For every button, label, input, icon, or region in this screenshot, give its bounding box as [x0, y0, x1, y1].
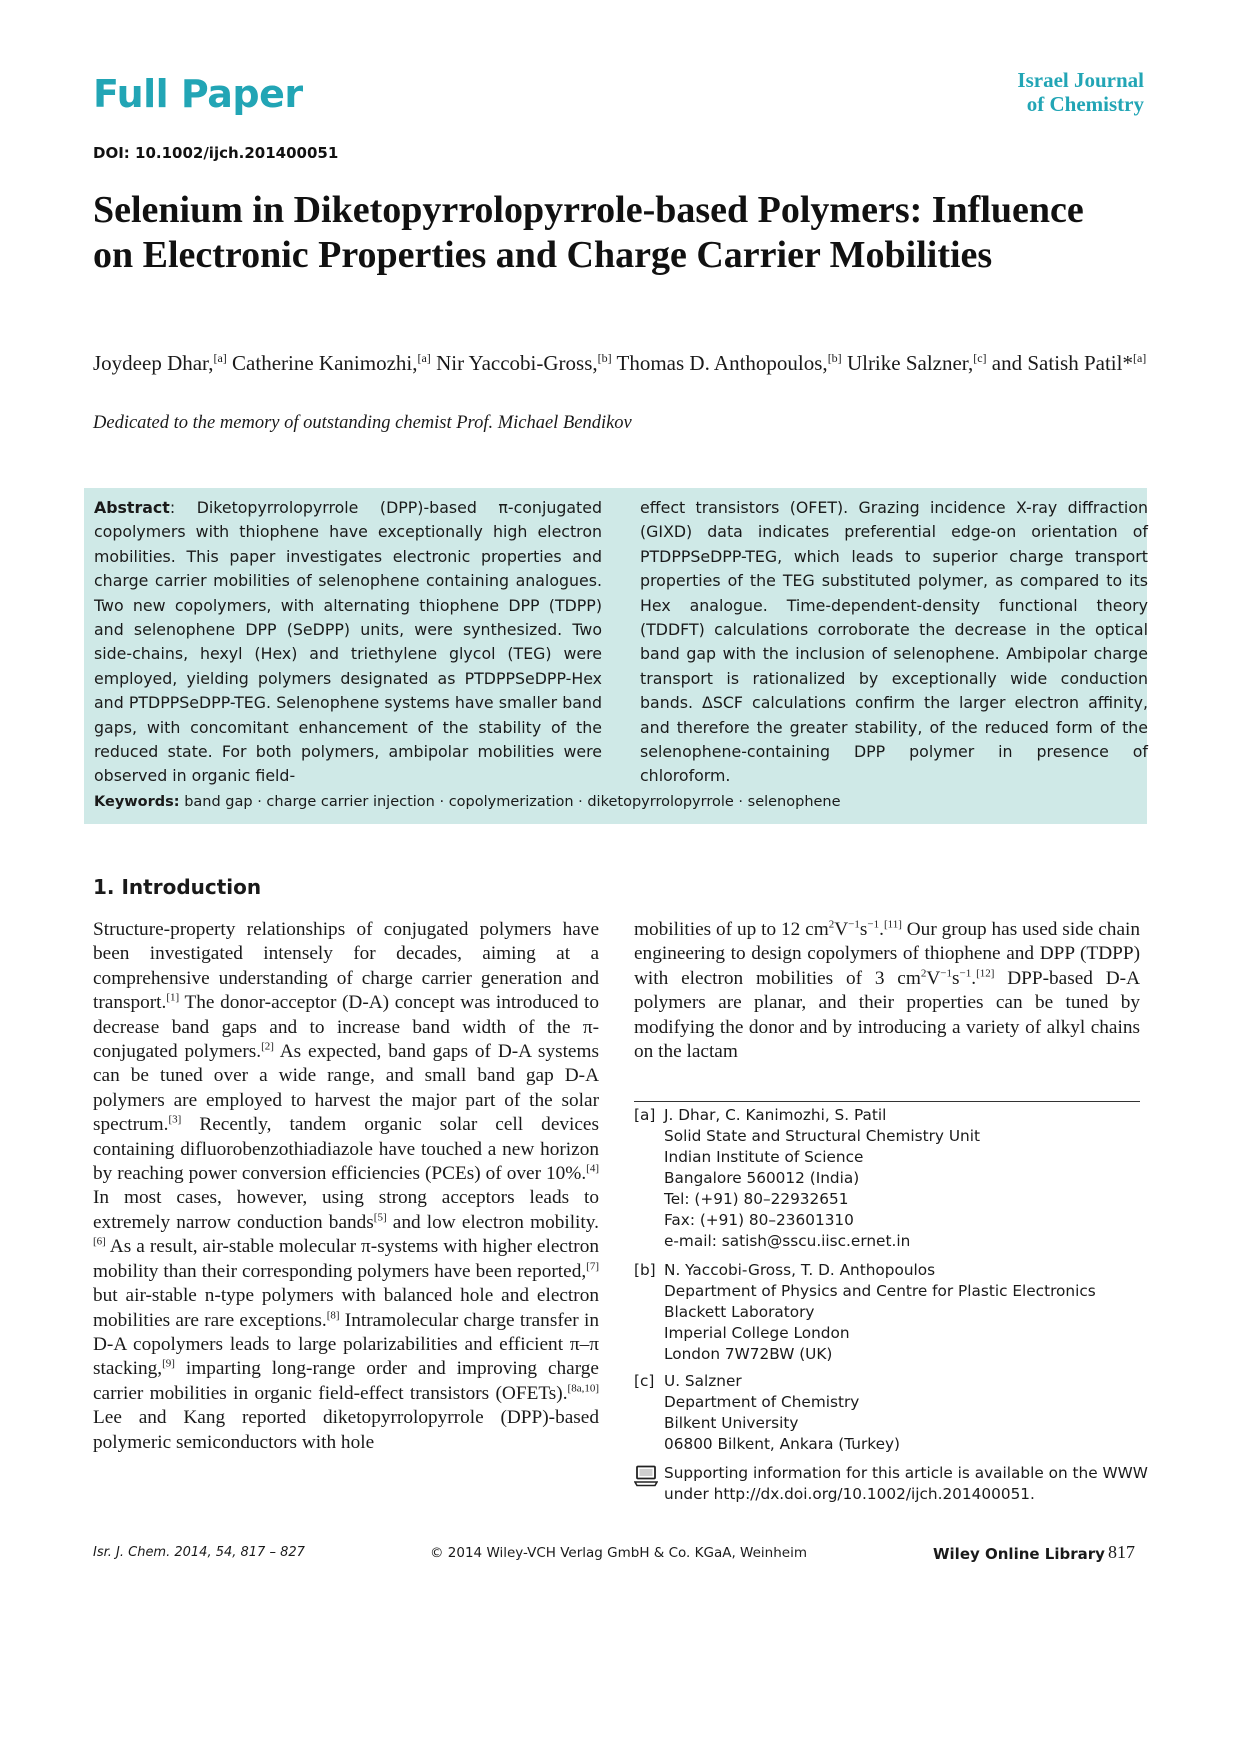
page-number: 817 — [1108, 1542, 1135, 1562]
affiliation-line: Bangalore 560012 (India) — [664, 1169, 860, 1187]
citation-superscript: [8a,10] — [567, 1382, 599, 1395]
citation-superscript: [8] — [326, 1309, 340, 1322]
section-label: Full Paper — [93, 72, 303, 116]
abstract-label: Abstract — [94, 498, 170, 517]
keywords-label: Keywords: — [94, 794, 180, 810]
body-text: s — [952, 967, 960, 989]
affiliation-email[interactable]: e-mail: satish@sscu.iisc.ernet.in — [664, 1232, 911, 1250]
author-affiliation-mark: [b] — [827, 351, 842, 365]
journal-name — [904, 68, 1144, 116]
body-text: and low electron mobility. — [386, 1211, 599, 1233]
doi[interactable]: DOI: 10.1002/ijch.201400051 — [93, 144, 339, 162]
citation-superscript: [6] — [93, 1235, 106, 1248]
citation-superscript: [4] — [586, 1162, 599, 1175]
body-text: The donor-acceptor (D-A) concept was introduced to decrease band gaps and to increase band width of the π-conjugated polymers. — [93, 992, 599, 1063]
abstract-right-column — [640, 496, 1148, 789]
affiliation-line: Imperial College London — [664, 1324, 850, 1342]
body-text: As expected, band gaps of D-A systems can be tuned over a wide range, and small band gap D-A polymers are employed to harvest the major part of the solar spectrum. — [93, 1041, 599, 1136]
body-text: Our group has used side chain engineering to design copolymers of thiophene and DPP (TDPP) with electron mobilities of 3 cm — [634, 919, 1141, 989]
body-text: V — [834, 919, 849, 940]
keywords-list: band gap · charge carrier injection · copolymerization · diketopyrrolopyrrole · selenophene — [184, 794, 841, 810]
body-text: mobilities of up to 12 cm — [634, 919, 829, 940]
footer-copyright: © 2014 Wiley-VCH Verlag GmbH & Co. KGaA, Weinheim — [430, 1545, 807, 1561]
citation-superscript: −1 — [867, 918, 880, 931]
affiliation-line: Fax: (+91) 80–23601310 — [664, 1211, 854, 1229]
affiliation-tag: [b] — [634, 1261, 656, 1279]
affiliation-line: U. Salzner — [664, 1372, 742, 1390]
author-name: Nir Yaccobi-Gross, — [436, 351, 598, 375]
affiliation-line: Tel: (+91) 80–22932651 — [664, 1190, 849, 1208]
affiliation-line: Indian Institute of Science — [664, 1148, 864, 1166]
body-text: Lee and Kang reported diketopyrrolopyrrole (DPP)-based polymeric semiconductors with hole — [93, 1407, 599, 1453]
author-affiliation-mark: [a] — [213, 351, 227, 365]
author-name: Catherine Kanimozhi, — [232, 351, 418, 375]
body-text: As a result, air-stable molecular π-systems with higher electron mobility than their corresponding polymers have been reported, — [93, 1236, 599, 1282]
body-text: In most cases, however, using strong acceptors leads to extremely narrow conduction bands — [93, 1187, 599, 1233]
affiliation-line: 06800 Bilkent, Ankara (Turkey) — [664, 1435, 901, 1453]
affiliation-line: Solid State and Structural Chemistry Unit — [664, 1127, 980, 1145]
citation-superscript: [7] — [586, 1260, 599, 1273]
body-text: DPP-based D-A polymers are planar, and their properties can be tuned by modifying the donor and by introducing a variety of alkyl chains on the lactam — [634, 967, 1140, 1063]
journal-name-line2: of Chemistry — [1026, 92, 1144, 116]
supporting-line1: Supporting information for this article is available on the WWW — [664, 1464, 1148, 1482]
citation-superscript: 2 — [920, 967, 927, 980]
citation-superscript: −1 — [940, 967, 952, 980]
author-name: Ulrike Salzner, — [846, 351, 974, 375]
citation-superscript: −1 — [959, 967, 972, 980]
citation-superscript: [11] — [883, 918, 902, 931]
author-list — [93, 345, 1153, 376]
author-name: and Satish Patil* — [991, 351, 1133, 375]
author-name: Joydeep Dhar, — [93, 351, 214, 375]
supporting-link[interactable]: under http://dx.doi.org/10.1002/ijch.201400051. — [664, 1485, 1035, 1503]
affiliation-line: N. Yaccobi-Gross, T. D. Anthopoulos — [664, 1261, 936, 1279]
citation-superscript: [9] — [162, 1357, 175, 1370]
author-affiliation-mark: [a] — [1132, 351, 1147, 365]
body-text: Intramolecular charge transfer in D-A copolymers leads to large polarizabilities and efficient π–π stacking, — [93, 1309, 599, 1380]
affiliation-line: Department of Chemistry — [664, 1393, 860, 1411]
body-text: V — [926, 967, 941, 989]
affiliation-tag: [a] — [634, 1106, 656, 1124]
abstract-box — [84, 488, 1147, 824]
citation-superscript: [2] — [261, 1040, 274, 1053]
body-text: s — [859, 919, 868, 940]
citation-superscript: [1] — [166, 991, 180, 1004]
body-text: Structure-property relationships of conjugated polymers have been investigated intensely for decades, aiming at a comprehensive understanding of charge carrier generation and transport. — [93, 919, 599, 1014]
affiliation-divider — [634, 1101, 1140, 1102]
intro-right-column — [634, 918, 1140, 1064]
article-title: Selenium in Diketopyrrolopyrrole-based Polymers: Influence on Electronic Properties and Charge Carrier Mobilities — [93, 189, 1084, 276]
intro-left-column — [93, 918, 599, 1455]
footer-library[interactable]: Wiley Online Library — [933, 1545, 1105, 1563]
affiliation-line: Blackett Laboratory — [664, 1303, 815, 1321]
affiliation-line: Bilkent University — [664, 1414, 799, 1432]
section-heading-introduction: 1. Introduction — [93, 875, 262, 899]
abstract-left-text: : Diketopyrrolopyrrole (DPP)-based π-conjugated copolymers with thiophene have exceptionally high electron mobilities. This paper investigates electronic properties and charge carrier mobilities of selenophene containing analogues. Two new copolymers, with alternating thiophene DPP (TDPP) and selenophene DPP (SeDPP) units, were synthesized. Two side-chains, hexyl (Hex) and triethylene glycol (TEG) were employed, yielding polymers designated as PTDPPSeDPP-Hex and PTDPPSeDPP-TEG. Selenophene systems have smaller band gaps, with concomitant enhancement of the stability of the reduced state. For both polymers, ambipolar mobilities were observed in organic field- — [94, 498, 602, 786]
dedication: Dedicated to the memory of outstanding chemist Prof. Michael Bendikov — [93, 413, 632, 433]
author-affiliation-mark: [c] — [973, 351, 987, 365]
citation-superscript: [3] — [168, 1113, 182, 1126]
affiliation-line: London 7W72BW (UK) — [664, 1345, 833, 1363]
citation-superscript: −1 — [848, 918, 860, 931]
author-affiliation-mark: [b] — [597, 351, 612, 365]
affiliation-line: J. Dhar, C. Kanimozhi, S. Patil — [664, 1106, 887, 1124]
body-text: Recently, tandem organic solar cell devices containing difluorobenzothiadiazole have touched a new horizon by reaching power conversion efficiencies (PCEs) of over 10%. — [93, 1114, 599, 1185]
abstract-left-column — [94, 496, 602, 789]
keywords — [94, 794, 841, 810]
affiliation-line: Department of Physics and Centre for Plastic Electronics — [664, 1282, 1096, 1300]
author-name: Thomas D. Anthopoulos, — [616, 351, 828, 375]
body-text: . — [971, 967, 977, 989]
citation-superscript: 2 — [828, 918, 835, 931]
body-text: imparting long-range order and improving charge carrier mobilities in organic field-effect transistors (OFETs). — [93, 1358, 599, 1404]
body-text: . — [879, 919, 884, 940]
computer-icon — [634, 1465, 658, 1487]
journal-name-line1: Israel Journal — [1017, 68, 1144, 92]
citation-superscript: [12] — [976, 967, 995, 980]
author-affiliation-mark: [a] — [417, 351, 431, 365]
body-text: but air-stable n-type polymers with balanced hole and electron mobilities are rare exceptions. — [93, 1285, 599, 1331]
citation-superscript: [5] — [373, 1211, 387, 1224]
abstract-right-text: effect transistors (OFET). Grazing incidence X-ray diffraction (GIXD) data indicates preferential edge-on orientation of PTDPPSeDPP-TEG, which leads to superior charge transport properties of the TEG substituted polymer, as compared to its Hex analogue. Time-dependent-density functional theory (TDDFT) calculations corroborate the decrease in the optical band gap with the inclusion of selenophene. Ambipolar charge transport is rationalized by exceptionally wide conduction bands. ΔSCF calculations confirm the larger electron affinity, and therefore the greater stability, of the reduced form of the selenophene-containing DPP polymer in presence of chloroform. — [640, 498, 1148, 786]
affiliation-tag: [c] — [634, 1372, 655, 1390]
footer-citation: Isr. J. Chem. 2014, 54, 817 – 827 — [93, 1545, 305, 1560]
